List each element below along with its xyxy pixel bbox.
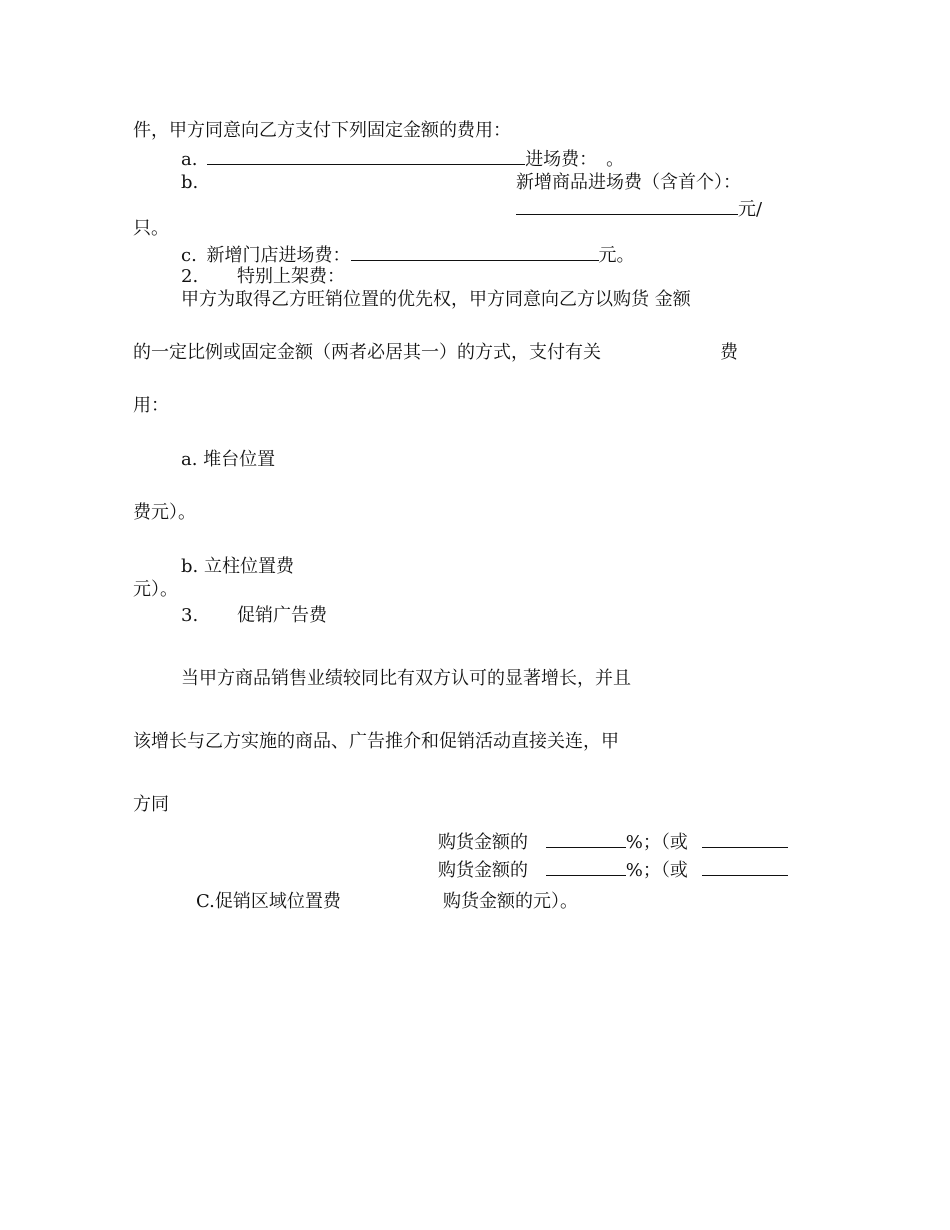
item-text: 新增门店进场费： (206, 245, 351, 266)
blank-field[interactable] (702, 857, 788, 876)
fee-row (438, 857, 788, 882)
text-line: 该增长与乙方实施的商品、广告推介和促销活动直接关连，甲 (133, 731, 619, 752)
text-line: 只。 (133, 218, 169, 239)
item-a2: a. 堆台位置 (181, 449, 276, 470)
text-line: 元）。 (133, 579, 178, 600)
text-line: 的一定比例或固定金额（两者必居其一）的方式，支付有关 (133, 342, 601, 363)
text-line: 方同 (133, 794, 169, 815)
item-label: a. (181, 149, 198, 170)
fee-row-label: 购货金额的 (438, 832, 528, 853)
text-line: 件，甲方同意向乙方支付下列固定金额的费用： (133, 120, 511, 141)
text-line: 甲方为取得乙方旺销位置的优先权，甲方同意向乙方以购货 金额 (181, 289, 691, 310)
item-a-line (181, 146, 624, 171)
text-fragment: 费 (720, 342, 738, 363)
item-b2: b. 立柱位置费 (181, 556, 294, 577)
item-text: 进场费： 。 (525, 149, 625, 170)
text-fragment: 购货金额的元）。 (443, 891, 578, 912)
item-b-text: 新增商品进场费（含首个）： (516, 172, 741, 193)
item-c-line (181, 242, 635, 267)
section-title: 促销广告费 (237, 605, 327, 626)
item-b-blank-line (516, 196, 762, 221)
blank-field[interactable] (351, 242, 599, 261)
text-line: 费元）。 (133, 502, 196, 523)
section-number: 2. (181, 266, 199, 287)
item-unit: 元/ (738, 199, 763, 220)
blank-field[interactable] (516, 196, 738, 215)
blank-field[interactable] (207, 146, 525, 165)
item-label: c. (181, 245, 197, 266)
blank-field[interactable] (546, 829, 626, 848)
section-number: 3. (181, 605, 199, 626)
blank-field[interactable] (546, 857, 626, 876)
item-c3: C.促销区域位置费 (196, 891, 341, 912)
section-title: 特别上架费： (237, 266, 345, 287)
fee-row (438, 829, 788, 854)
fee-row-label: 购货金额的 (438, 860, 528, 881)
item-unit: 元。 (598, 245, 635, 266)
fee-row-unit: %；（或 (625, 832, 688, 853)
text-line: 用： (133, 395, 169, 416)
blank-field[interactable] (702, 829, 788, 848)
fee-row-unit: %；（或 (625, 860, 688, 881)
text-line: 当甲方商品销售业绩较同比有双方认可的显著增长，并且 (181, 668, 631, 689)
item-b-label: b. (181, 172, 199, 193)
